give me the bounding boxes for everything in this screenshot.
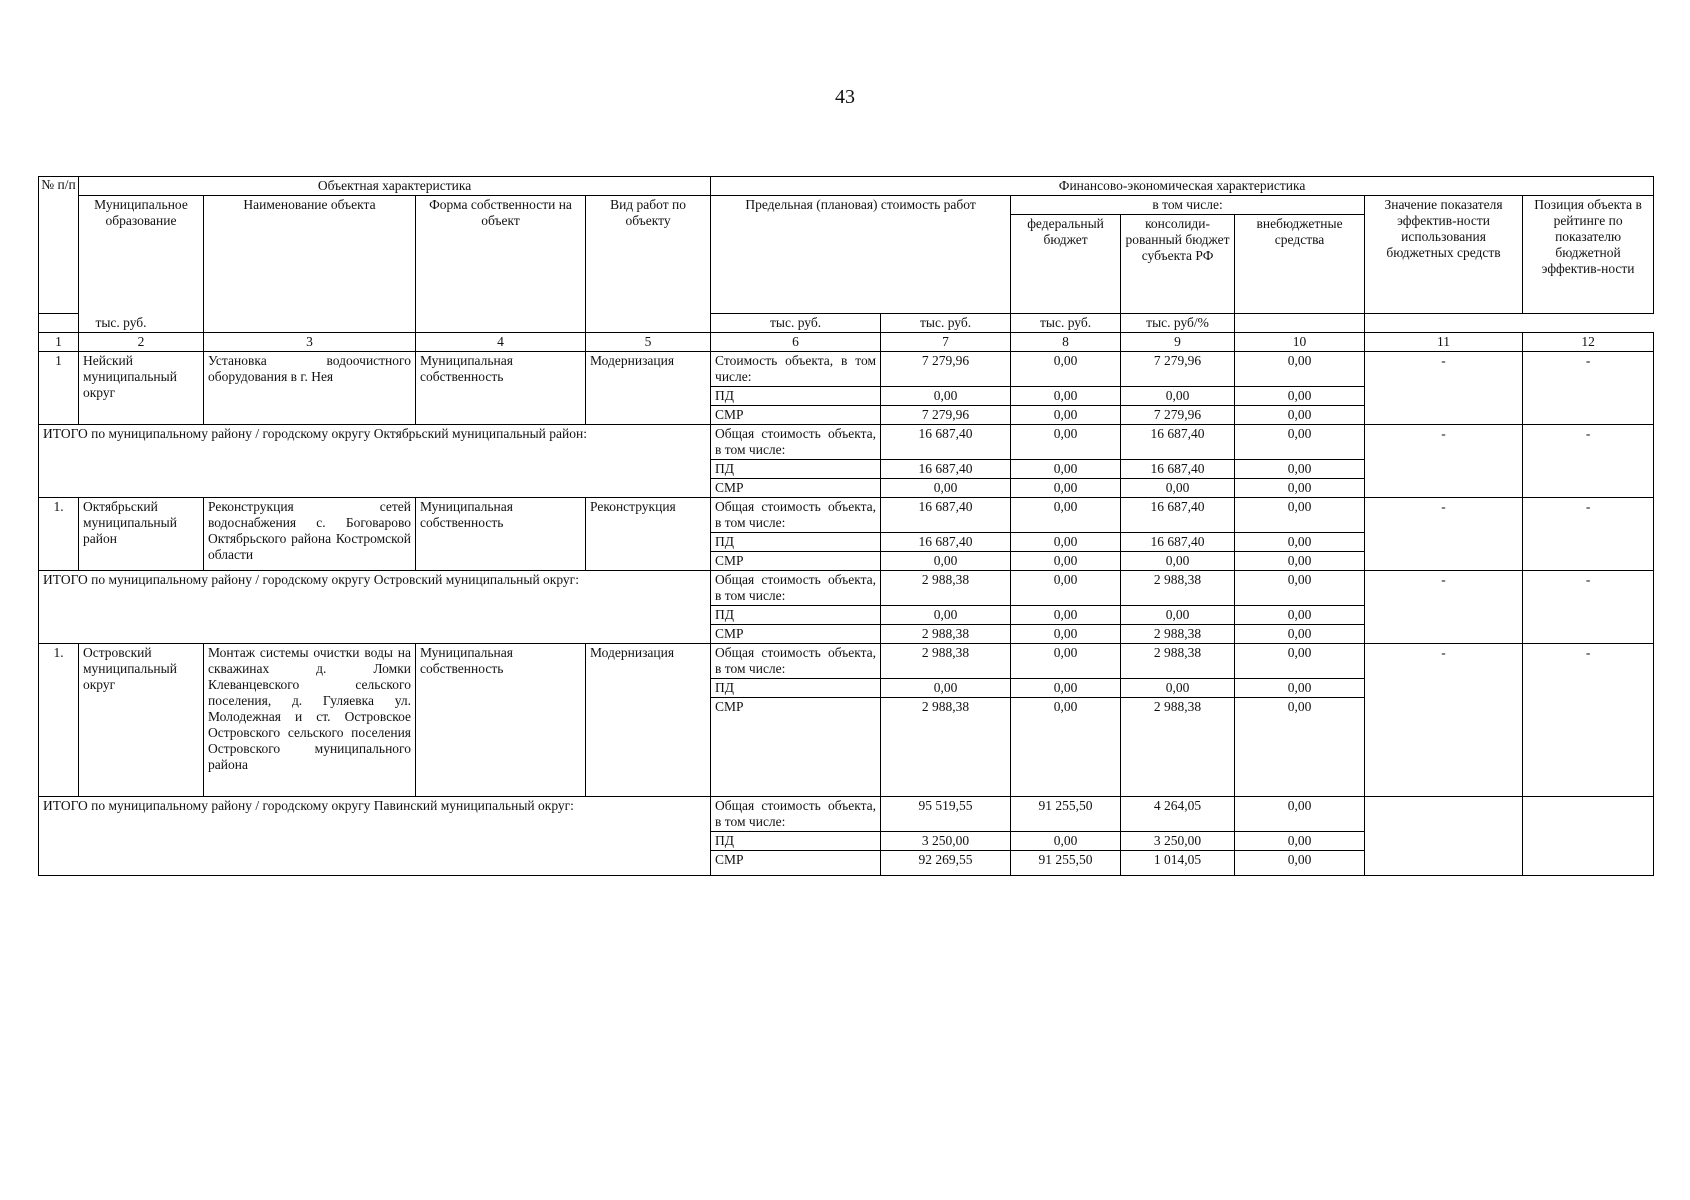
smr-total: 2 988,38 bbox=[881, 698, 1011, 797]
unit-consolidated: тыс. руб. bbox=[881, 314, 1011, 333]
smr-extrabudget: 0,00 bbox=[1235, 406, 1365, 425]
smr-federal: 0,00 bbox=[1011, 552, 1121, 571]
position-value: - bbox=[1523, 571, 1654, 644]
extrabudget-header: внебюджетные средства bbox=[1235, 215, 1365, 314]
row-number: 1 bbox=[39, 352, 79, 425]
pd-label: ПД bbox=[711, 387, 881, 406]
unit-extrabudget: тыс. руб. bbox=[1011, 314, 1121, 333]
total-cost: 2 988,38 bbox=[881, 571, 1011, 606]
federal-value: 0,00 bbox=[1011, 571, 1121, 606]
consolidated-value: 7 279,96 bbox=[1121, 352, 1235, 387]
municipality-cell: Островский муниципальный округ bbox=[79, 644, 204, 797]
column-numbers-row bbox=[39, 333, 1654, 352]
col-num: 3 bbox=[204, 333, 416, 352]
cost-label: Стоимость объекта, в том числе: bbox=[711, 352, 881, 387]
smr-federal: 0,00 bbox=[1011, 625, 1121, 644]
pd-federal: 0,00 bbox=[1011, 387, 1121, 406]
cost-label: Общая стоимость объекта, в том числе: bbox=[711, 571, 881, 606]
pd-consolidated: 0,00 bbox=[1121, 606, 1235, 625]
table-row bbox=[39, 644, 1654, 679]
indicator-value: - bbox=[1365, 498, 1523, 571]
col-num: 5 bbox=[586, 333, 711, 352]
page-number: 43 bbox=[835, 86, 855, 108]
extrabudget-value: 0,00 bbox=[1235, 644, 1365, 679]
indicator-value: - bbox=[1365, 571, 1523, 644]
smr-consolidated: 7 279,96 bbox=[1121, 406, 1235, 425]
object-name-header: Наименование объекта bbox=[204, 196, 416, 333]
including-header: в том числе: bbox=[1011, 196, 1365, 215]
consolidated-value: 4 264,05 bbox=[1121, 797, 1235, 832]
pd-label: ПД bbox=[711, 533, 881, 552]
ownership-cell: Муниципальная собственность bbox=[416, 498, 586, 571]
work-type-header: Вид работ по объекту bbox=[586, 196, 711, 333]
header-row-2 bbox=[39, 196, 1654, 215]
cost-label: Общая стоимость объекта, в том числе: bbox=[711, 644, 881, 679]
consolidated-value: 2 988,38 bbox=[1121, 571, 1235, 606]
unit-cost: тыс. руб. bbox=[39, 314, 204, 333]
pd-total: 16 687,40 bbox=[881, 460, 1011, 479]
position-value: - bbox=[1523, 644, 1654, 797]
col-num: 4 bbox=[416, 333, 586, 352]
ownership-cell: Муниципальная собственность bbox=[416, 644, 586, 797]
extrabudget-value: 0,00 bbox=[1235, 352, 1365, 387]
pd-total: 0,00 bbox=[881, 606, 1011, 625]
work-type-cell: Реконструкция bbox=[586, 498, 711, 571]
municipality-cell: Октябрьский муниципальный район bbox=[79, 498, 204, 571]
header-row-1 bbox=[39, 177, 1654, 196]
total-label: ИТОГО по муниципальному району / городскому округу Островский муниципальный округ: bbox=[39, 571, 711, 644]
smr-label: СМР bbox=[711, 625, 881, 644]
pd-consolidated: 0,00 bbox=[1121, 679, 1235, 698]
pd-federal: 0,00 bbox=[1011, 606, 1121, 625]
pd-label: ПД bbox=[711, 832, 881, 851]
smr-federal: 91 255,50 bbox=[1011, 851, 1121, 876]
indicator-value bbox=[1365, 797, 1523, 876]
smr-consolidated: 0,00 bbox=[1121, 552, 1235, 571]
smr-extrabudget: 0,00 bbox=[1235, 552, 1365, 571]
col-num: 8 bbox=[1011, 333, 1121, 352]
total-row bbox=[39, 425, 1654, 460]
pd-extrabudget: 0,00 bbox=[1235, 387, 1365, 406]
smr-federal: 0,00 bbox=[1011, 479, 1121, 498]
smr-consolidated: 1 014,05 bbox=[1121, 851, 1235, 876]
pd-extrabudget: 0,00 bbox=[1235, 679, 1365, 698]
pd-consolidated: 16 687,40 bbox=[1121, 460, 1235, 479]
table-row bbox=[39, 498, 1654, 533]
federal-value: 0,00 bbox=[1011, 498, 1121, 533]
total-label: ИТОГО по муниципальному району / городскому округу Октябрьский муниципальный район: bbox=[39, 425, 711, 498]
consolidated-value: 16 687,40 bbox=[1121, 498, 1235, 533]
smr-total: 2 988,38 bbox=[881, 625, 1011, 644]
smr-extrabudget: 0,00 bbox=[1235, 479, 1365, 498]
position-value bbox=[1523, 797, 1654, 876]
object-cell: Монтаж системы очистки воды на скважинах д. Ломки Клеванцевского сельского поселения, д. Гуляевка ул. Молодежная и ст. Островское Островского сельского поселения Островского муниципального района bbox=[204, 644, 416, 797]
smr-label: СМР bbox=[711, 851, 881, 876]
col-num: 10 bbox=[1235, 333, 1365, 352]
federal-value: 91 255,50 bbox=[1011, 797, 1121, 832]
position-value: - bbox=[1523, 352, 1654, 425]
object-char-header: Объектная характеристика bbox=[79, 177, 711, 196]
indicator-value: - bbox=[1365, 352, 1523, 425]
consolidated-value: 16 687,40 bbox=[1121, 425, 1235, 460]
consolidated-value: 2 988,38 bbox=[1121, 644, 1235, 679]
smr-label: СМР bbox=[711, 406, 881, 425]
position-value: - bbox=[1523, 425, 1654, 498]
smr-label: СМР bbox=[711, 698, 881, 797]
max-cost-header: Предельная (плановая) стоимость работ bbox=[711, 196, 1011, 314]
pd-federal: 0,00 bbox=[1011, 832, 1121, 851]
col-num: 6 bbox=[711, 333, 881, 352]
col-num: 2 bbox=[79, 333, 204, 352]
row-number: 1. bbox=[39, 644, 79, 797]
total-cost: 16 687,40 bbox=[881, 498, 1011, 533]
pd-total: 0,00 bbox=[881, 387, 1011, 406]
smr-label: СМР bbox=[711, 479, 881, 498]
total-cost: 2 988,38 bbox=[881, 644, 1011, 679]
total-cost: 16 687,40 bbox=[881, 425, 1011, 460]
extrabudget-value: 0,00 bbox=[1235, 797, 1365, 832]
municipality-header: Муниципальное образование bbox=[79, 196, 204, 333]
unit-indicator: тыс. руб/% bbox=[1121, 314, 1235, 333]
cost-label: Общая стоимость объекта, в том числе: bbox=[711, 498, 881, 533]
smr-extrabudget: 0,00 bbox=[1235, 625, 1365, 644]
pd-federal: 0,00 bbox=[1011, 533, 1121, 552]
federal-value: 0,00 bbox=[1011, 352, 1121, 387]
federal-value: 0,00 bbox=[1011, 644, 1121, 679]
total-row bbox=[39, 797, 1654, 832]
ownership-cell: Муниципальная собственность bbox=[416, 352, 586, 425]
pd-total: 16 687,40 bbox=[881, 533, 1011, 552]
smr-federal: 0,00 bbox=[1011, 406, 1121, 425]
pd-extrabudget: 0,00 bbox=[1235, 832, 1365, 851]
cost-label: Общая стоимость объекта, в том числе: bbox=[711, 797, 881, 832]
col-num: 9 bbox=[1121, 333, 1235, 352]
object-cell: Реконструкция сетей водоснабжения с. Боговарово Октябрьского района Костромской области bbox=[204, 498, 416, 571]
smr-federal: 0,00 bbox=[1011, 698, 1121, 797]
smr-total: 92 269,55 bbox=[881, 851, 1011, 876]
row-number: 1. bbox=[39, 498, 79, 571]
extrabudget-value: 0,00 bbox=[1235, 571, 1365, 606]
work-type-cell: Модернизация bbox=[586, 352, 711, 425]
smr-total: 7 279,96 bbox=[881, 406, 1011, 425]
pd-federal: 0,00 bbox=[1011, 679, 1121, 698]
federal-header: федеральный бюджет bbox=[1011, 215, 1121, 314]
smr-consolidated: 2 988,38 bbox=[1121, 625, 1235, 644]
pd-consolidated: 0,00 bbox=[1121, 387, 1235, 406]
pd-label: ПД bbox=[711, 606, 881, 625]
pd-label: ПД bbox=[711, 460, 881, 479]
col-num: 1 bbox=[39, 333, 79, 352]
object-cell: Установка водоочистного оборудования в г. Нея bbox=[204, 352, 416, 425]
smr-consolidated: 0,00 bbox=[1121, 479, 1235, 498]
cost-label: Общая стоимость объекта, в том числе: bbox=[711, 425, 881, 460]
work-type-cell: Модернизация bbox=[586, 644, 711, 797]
smr-extrabudget: 0,00 bbox=[1235, 698, 1365, 797]
extrabudget-value: 0,00 bbox=[1235, 425, 1365, 460]
total-label: ИТОГО по муниципальному району / городскому округу Павинский муниципальный округ: bbox=[39, 797, 711, 876]
indicator-header: Значение показателя эффектив-ности использования бюджетных средств bbox=[1365, 196, 1523, 314]
pd-extrabudget: 0,00 bbox=[1235, 533, 1365, 552]
col-no-header: № п/п bbox=[39, 177, 79, 314]
consolidated-header: консолиди-рованный бюджет субъекта РФ bbox=[1121, 215, 1235, 314]
ownership-header: Форма собственности на объект bbox=[416, 196, 586, 333]
table-row bbox=[39, 352, 1654, 387]
pd-total: 0,00 bbox=[881, 679, 1011, 698]
smr-total: 0,00 bbox=[881, 479, 1011, 498]
col-num: 12 bbox=[1523, 333, 1654, 352]
smr-label: СМР bbox=[711, 552, 881, 571]
federal-value: 0,00 bbox=[1011, 425, 1121, 460]
col-num: 11 bbox=[1365, 333, 1523, 352]
fin-char-header: Финансово-экономическая характеристика bbox=[711, 177, 1654, 196]
total-row bbox=[39, 571, 1654, 606]
unit-federal: тыс. руб. bbox=[711, 314, 881, 333]
smr-extrabudget: 0,00 bbox=[1235, 851, 1365, 876]
extrabudget-value: 0,00 bbox=[1235, 498, 1365, 533]
budget-table bbox=[38, 176, 1654, 876]
pd-consolidated: 3 250,00 bbox=[1121, 832, 1235, 851]
pd-total: 3 250,00 bbox=[881, 832, 1011, 851]
total-cost: 7 279,96 bbox=[881, 352, 1011, 387]
pd-federal: 0,00 bbox=[1011, 460, 1121, 479]
position-header: Позиция объекта в рейтинге по показателю бюджетной эффектив-ности bbox=[1523, 196, 1654, 314]
smr-total: 0,00 bbox=[881, 552, 1011, 571]
col-num: 7 bbox=[881, 333, 1011, 352]
municipality-cell: Нейский муниципальный округ bbox=[79, 352, 204, 425]
pd-label: ПД bbox=[711, 679, 881, 698]
unit-position bbox=[1235, 314, 1365, 333]
position-value: - bbox=[1523, 498, 1654, 571]
pd-extrabudget: 0,00 bbox=[1235, 606, 1365, 625]
indicator-value: - bbox=[1365, 425, 1523, 498]
indicator-value: - bbox=[1365, 644, 1523, 797]
total-cost: 95 519,55 bbox=[881, 797, 1011, 832]
pd-consolidated: 16 687,40 bbox=[1121, 533, 1235, 552]
pd-extrabudget: 0,00 bbox=[1235, 460, 1365, 479]
smr-consolidated: 2 988,38 bbox=[1121, 698, 1235, 797]
